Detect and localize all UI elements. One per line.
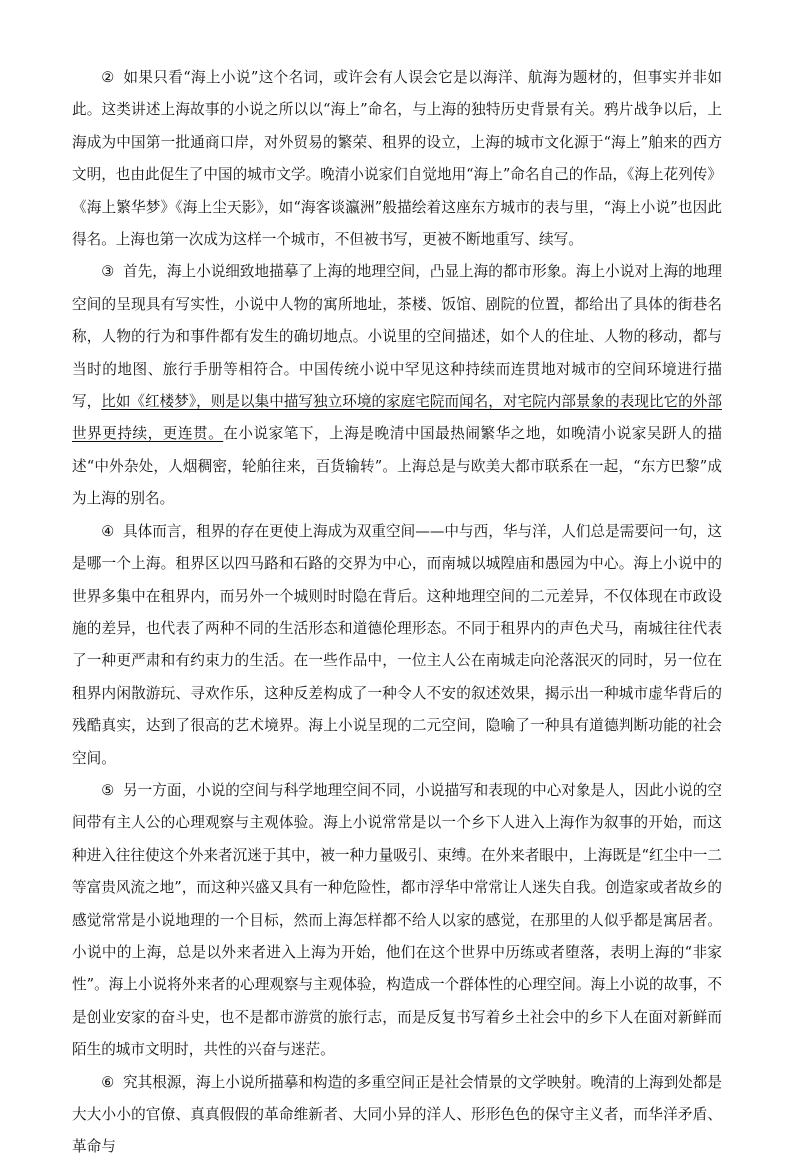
paragraph-number: ⑤ (101, 781, 115, 799)
underlined-sentence: 比如《红楼梦》，则是以集中描写独立环境的家庭宅院而闻名，对宅院内部景象的表现比它的外部世界更持续，更连贯。 (72, 393, 722, 443)
paragraph-text: 首先，海上小说细致地描摹了上海的地理空间，凸显上海的都市形象。海上小说对上海的地理空间的呈现具有写实性，小说中人物的寓所地址，茶楼、饭馆、剧院的位置，都给出了具体的街巷名称，人物的行为和事件都有发生的确切地点。小说里的空间描述，如个人的住址、人物的移动，都与当时的地图、旅行手册等相符合。中国传统小说中罕见这种持续而连贯地对城市的空间环境进行描写， (72, 263, 722, 411)
paragraph-text: 究其根源，海上小说所描摹和构造的多重空间正是社会情景的文学映射。晚清的上海到处都是大大小小的官僚、真真假假的革命维新者、大同小异的洋人、形形色色的保守主义者，而华洋矛盾、革命与 (72, 1073, 722, 1156)
paragraph-number: ② (101, 69, 115, 86)
paragraph-text: 另一方面，小说的空间与科学地理空间不同，小说描写和表现的中心对象是人，因此小说的空间带有主人公的心理观察与主观体验。海上小说常常是以一个乡下人进入上海作为叙事的开始，而这种进入往往使这个外来者沉迷于其中，被一种力量吸引、束缚。在外来者眼中，上海既是“红尘中一二等富贵风流之地”，而这种兴盛又具有一种危险性，都市浮华中常常让人迷失自我。创造家或者故乡的感觉常常是小说地理的一个目标，然而上海怎样都不给人以家的感觉，在那里的人似乎都是寓居者。小说中的上海，总是以外来者进入上海为开始，他们在这个世界中历练或者堕落，表明上海的“非家性”。海上小说将外来者的心理观察与主观体验，构造成一个群体性的心理空间。海上小说的故事，不是创业安家的奋斗史，也不是都市游赏的旅行志，而是反复书写着乡土社会中的乡下人在面对新鲜而陌生的城市文明时，共性的兴奋与迷茫。 (72, 781, 722, 1059)
paragraph-6 (72, 1067, 722, 1164)
paragraph-5 (72, 775, 722, 1067)
paragraph-text: 在小说家笔下，上海是晚清中国最热闹繁华之地，如晚清小说家吴趼人的描述“中外杂处，人烟稠密，轮舶往来，百货输转”。上海总是与欧美大都市联系在一起，“东方巴黎”成为上海的别名。 (72, 425, 722, 508)
paragraph-number: ⑥ (101, 1073, 115, 1091)
paragraph-text: 如果只看“海上小说”这个名词，或许会有人误会它是以海洋、航海为题材的，但事实并非如此。这类讲述上海故事的小说之所以以“海上”命名，与上海的独特历史背景有关。鸦片战争以后，上海成为中国第一批通商口岸，对外贸易的繁荣、租界的设立，上海的城市文化源于“海上”舶来的西方文明，也由此促生了中国的城市文学。晚清小说家们自觉地用“海上”命名自己的作品，《海上花列传》《海上繁华梦》《海上尘天影》，如“海客谈瀛洲”般描绘着这座东方城市的表与里，“海上小说”也因此得名。上海也第一次成为这样一个城市，不但被书写，更被不断地重写、续写。 (72, 69, 722, 249)
document-page (72, 62, 722, 1164)
paragraph-number: ④ (101, 522, 115, 540)
paragraph-2 (72, 62, 722, 256)
paragraph-4 (72, 516, 722, 775)
paragraph-3 (72, 256, 722, 515)
paragraph-number: ③ (101, 263, 115, 281)
paragraph-text: 具体而言，租界的存在更使上海成为双重空间——中与西，华与洋，人们总是需要问一句，这是哪一个上海。租界区以四马路和石路的交界为中心，而南城以城隍庙和愚园为中心。海上小说中的世界多集中在租界内，而另外一个城则时时隐在背后。这种地理空间的二元差异，不仅体现在市政设施的差异，也代表了两种不同的生活形态和道德伦理形态。不同于租界内的声色犬马，南城往往代表了一种更严肃和有约束力的生活。在一些作品中，一位主人公在南城走向沦落泯灭的同时，另一位在租界内闲散游玩、寻欢作乐，这种反差构成了一种令人不安的叙述效果，揭示出一种城市虚华背后的残酷真实，达到了很高的艺术境界。海上小说呈现的二元空间，隐喻了一种具有道德判断功能的社会空间。 (72, 522, 722, 767)
